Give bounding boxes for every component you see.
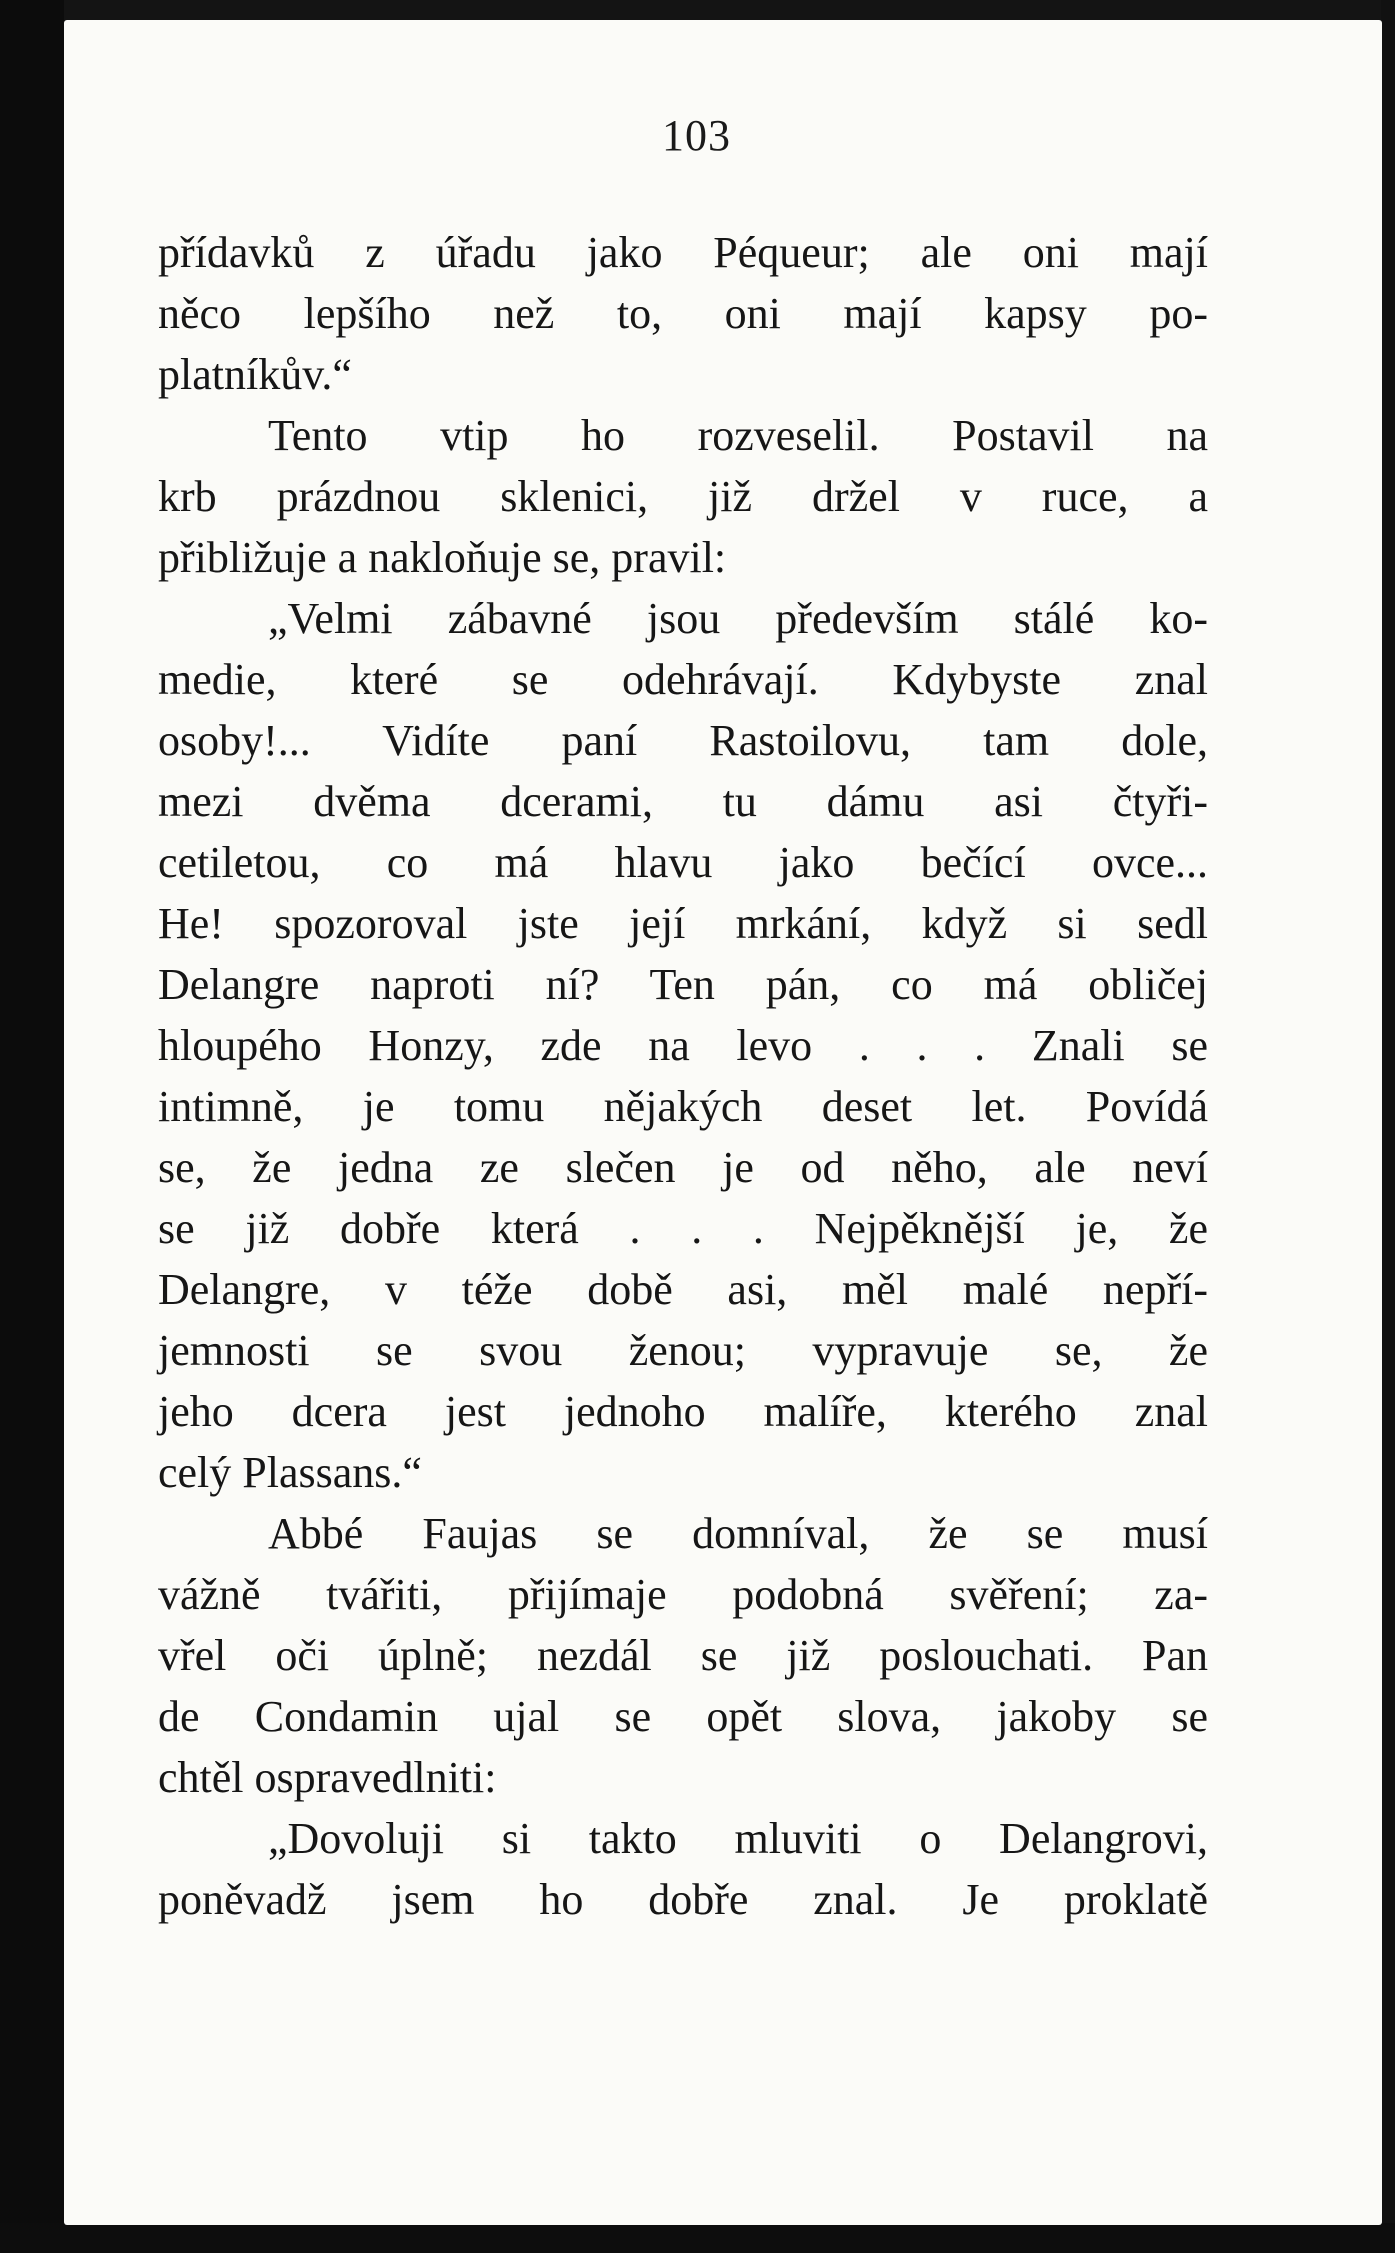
text-line: „Velmi zábavné jsou především stálé ko- [268, 594, 1208, 643]
scan-right-edge [1381, 0, 1395, 2253]
text-line: intimně, je tomu nějakých deset let. Povídá [158, 1082, 1208, 1131]
text-line: vřel oči úplně; nezdál se již poslouchati. Pan [158, 1631, 1208, 1680]
text-line: He! spozoroval jste její mrkání, když si sedl [158, 899, 1208, 948]
text-line: Tento vtip ho rozveselil. Postavil na [268, 411, 1208, 460]
text-line: hloupého Honzy, zde na levo . . . Znali se [158, 1021, 1208, 1070]
body-text [158, 222, 1208, 1930]
text-line: poněvadž jsem ho dobře znal. Je proklatě [158, 1875, 1208, 1924]
text-line: osoby!... Vidíte paní Rastoilovu, tam dole, [158, 716, 1208, 765]
text-line: chtěl ospravedlniti: [158, 1753, 497, 1802]
text-line: jeho dcera jest jednoho malíře, kterého znal [158, 1387, 1208, 1436]
text-line: Delangre, v téže době asi, měl malé nepří- [158, 1265, 1208, 1314]
text-line: se, že jedna ze slečen je od něho, ale neví [158, 1143, 1208, 1192]
text-line: medie, které se odehrávají. Kdybyste znal [158, 655, 1208, 704]
page-number: 103 [662, 111, 731, 160]
text-line: přibližuje a nakloňuje se, pravil: [158, 533, 727, 582]
text-line: krb prázdnou sklenici, již držel v ruce, a [158, 472, 1208, 521]
text-line: platníkův.“ [158, 350, 352, 399]
text-line: jemnosti se svou ženou; vypravuje se, že [158, 1326, 1208, 1375]
text-line: Abbé Faujas se domníval, že se musí [268, 1509, 1208, 1558]
text-line: Delangre naproti ní? Ten pán, co má obličej [158, 960, 1208, 1009]
text-line: celý Plassans.“ [158, 1448, 422, 1497]
text-line: de Condamin ujal se opět slova, jakoby se [158, 1692, 1208, 1741]
text-line: cetiletou, co má hlavu jako bečící ovce... [158, 838, 1208, 887]
text-line: mezi dvěma dcerami, tu dámu asi čtyři- [158, 777, 1208, 826]
text-line: přídavků z úřadu jako Péqueur; ale oni mají [158, 228, 1208, 277]
scan-left-edge [0, 0, 64, 2253]
text-line: vážně tvářiti, přijímaje podobná svěření; za- [158, 1570, 1208, 1619]
text-line: se již dobře která . . . Nejpěknější je, že [158, 1204, 1208, 1253]
text-line: něco lepšího než to, oni mají kapsy po- [158, 289, 1208, 338]
scan-bottom-edge [0, 2223, 1395, 2253]
text-line: „Dovoluji si takto mluviti o Delangrovi, [268, 1814, 1208, 1863]
